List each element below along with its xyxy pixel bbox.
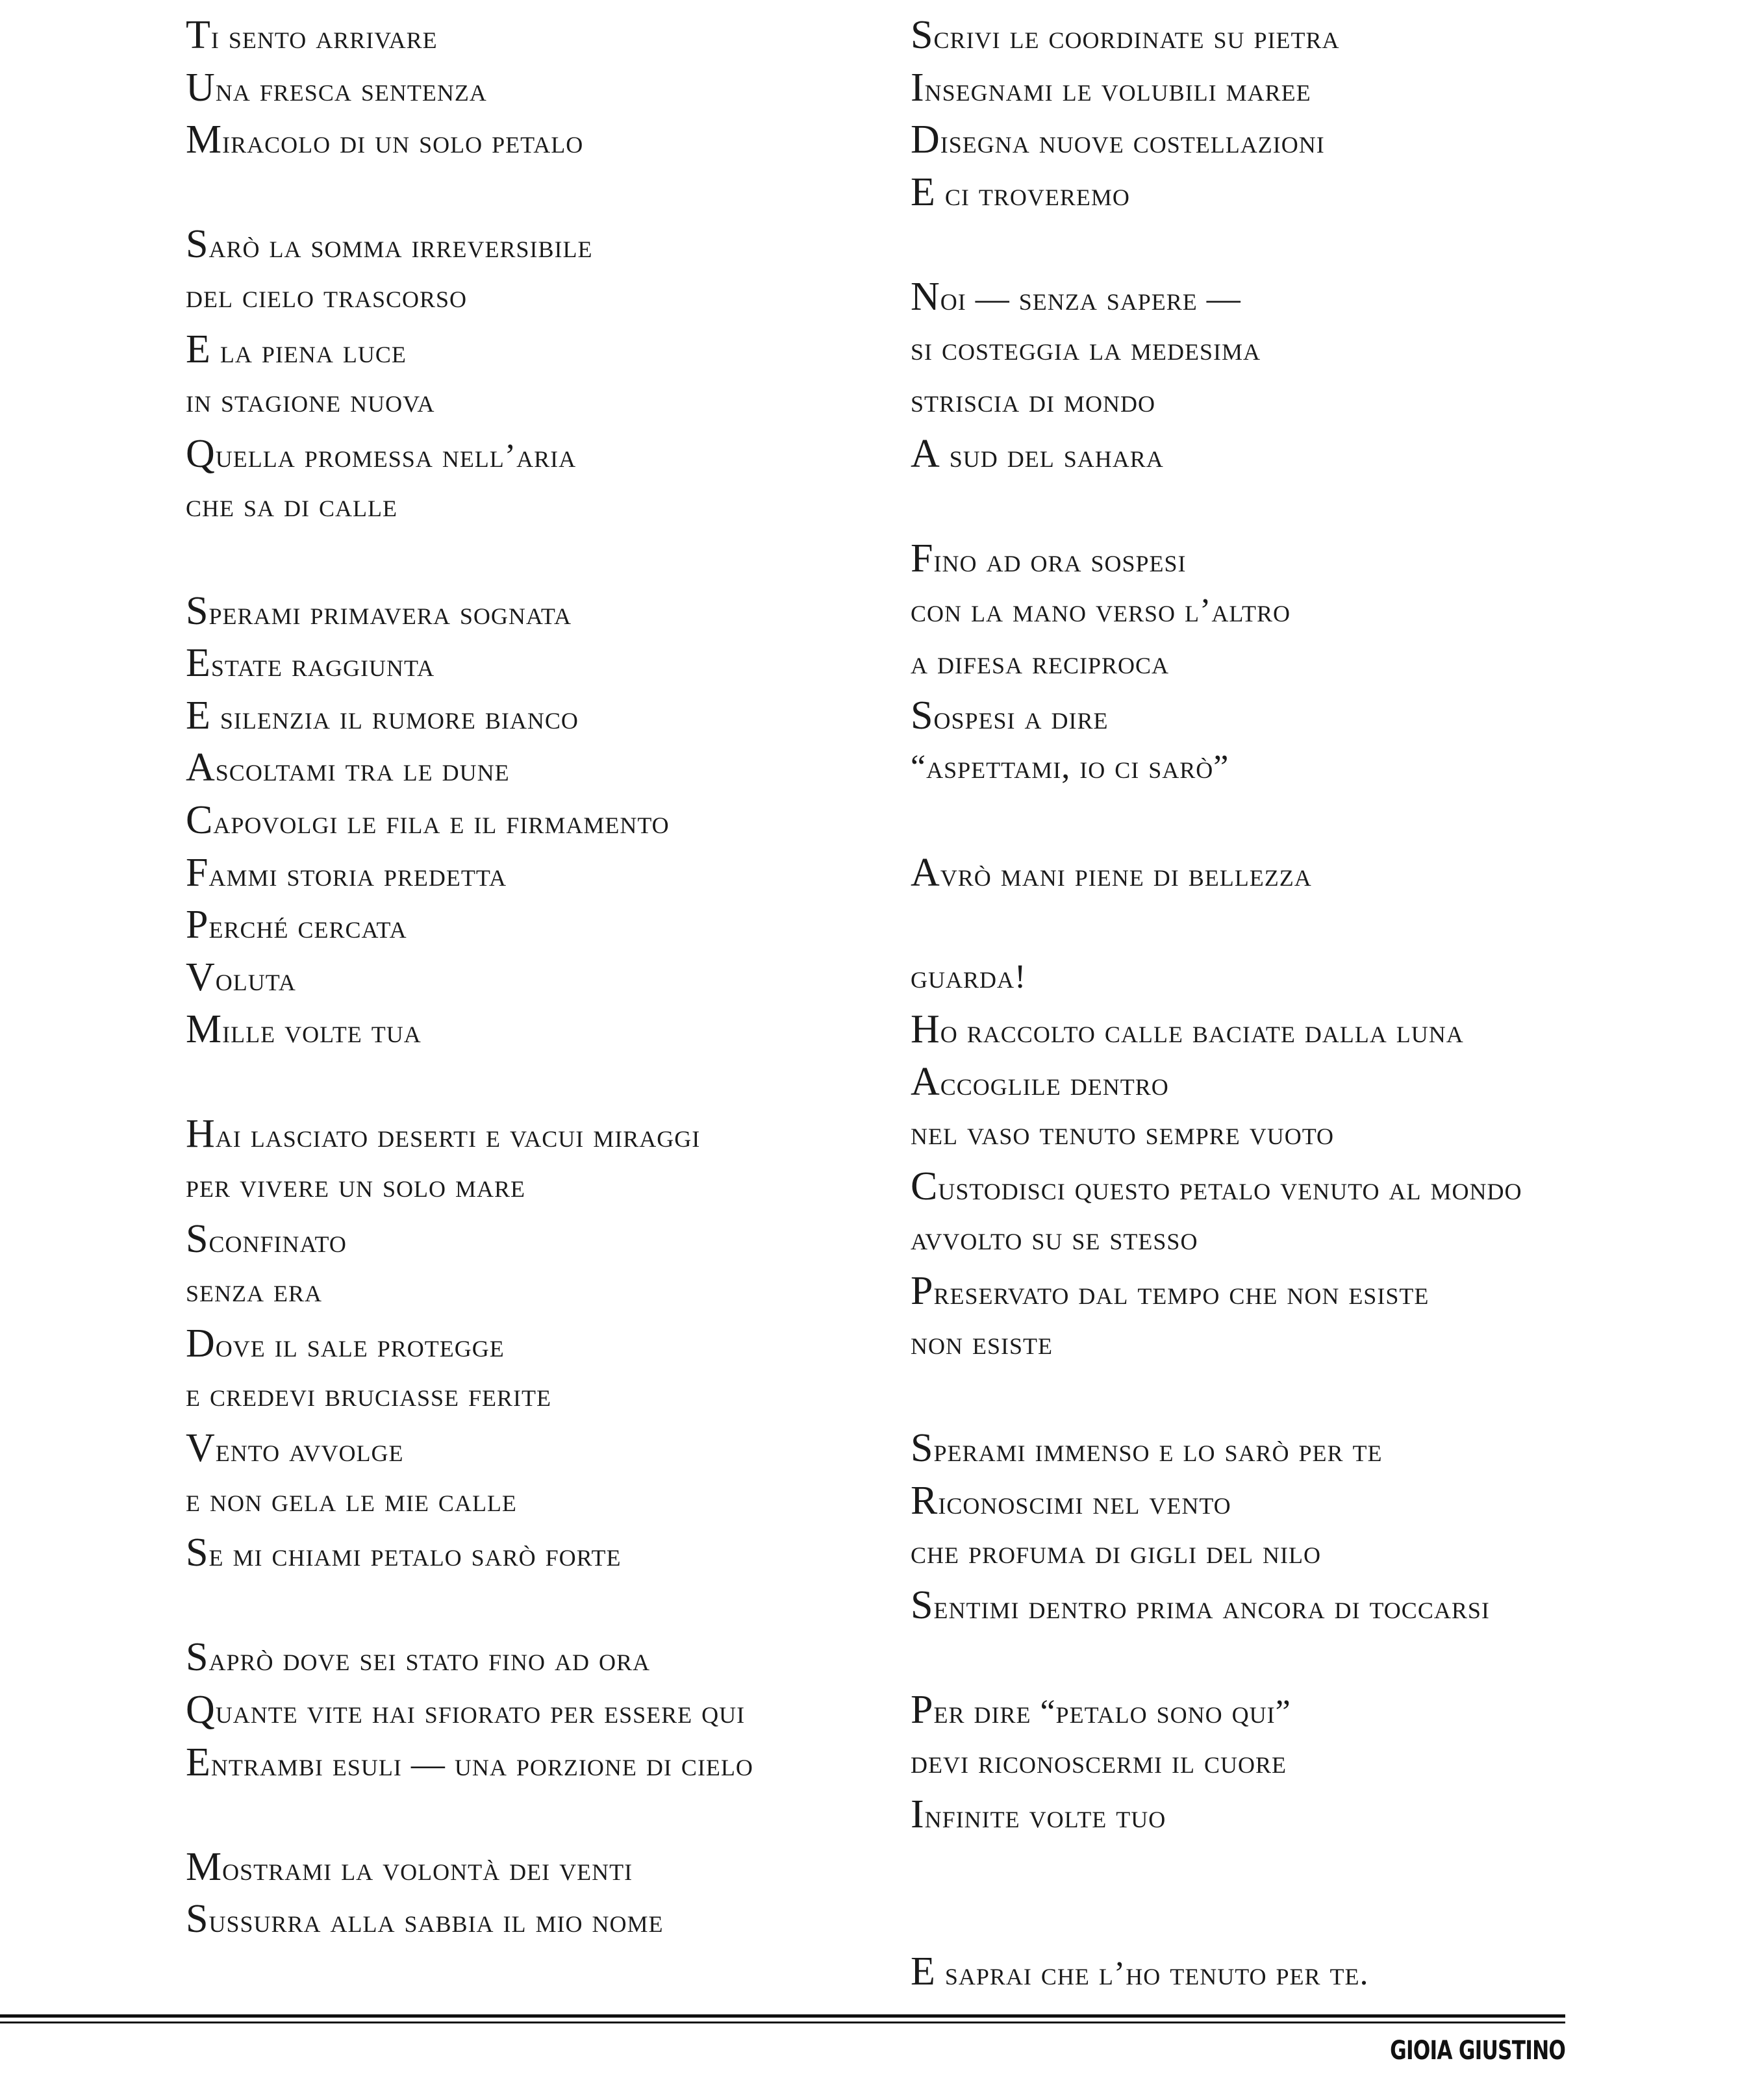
footer-rule: [0, 2014, 1565, 2018]
poem-line: si costeggia la medesima: [911, 330, 1261, 368]
poem-line: Avrò mani piene di bellezza: [911, 850, 1312, 895]
poem-left-column: [186, 9, 887, 1946]
poem-line: Miracolo di un solo petalo: [186, 118, 584, 162]
poem-line: Preservato dal tempo che non esiste: [911, 1269, 1430, 1314]
stanza-break: [186, 166, 887, 219]
poem-line: Perché cercata: [186, 903, 407, 947]
poem-right-column: [911, 9, 1657, 1998]
poem-line: Se mi chiami petalo sarò forte: [186, 1531, 622, 1575]
poem-line: Per dire “petalo sono qui”: [911, 1688, 1291, 1732]
stanza-break: [911, 899, 1657, 951]
poem-line: E ci troveremo: [911, 169, 1130, 214]
poem-line: Sconfinato: [186, 1216, 347, 1261]
poem-line: Sperami immenso e lo sarò per te: [911, 1426, 1383, 1471]
poem-line: avvolto su se stesso: [911, 1220, 1198, 1257]
stanza-break: [186, 532, 887, 585]
footer-rule-thin: [0, 2022, 1565, 2023]
stanza-break: [911, 1370, 1657, 1422]
stanza-break: [186, 1579, 887, 1632]
stanza-break: [911, 218, 1657, 271]
poem-line: non esiste: [911, 1324, 1053, 1362]
poem-line: Sentimi dentro prima ancora di toccarsi: [911, 1583, 1490, 1627]
poem-line: a difesa reciproca: [911, 644, 1170, 682]
poem-line: Entrambi esuli — una porzione di cielo: [186, 1740, 753, 1784]
poem-line: con la mano verso l’altro: [911, 592, 1291, 629]
poem-line: E silenzia il rumore bianco: [186, 693, 579, 738]
poem-line: Mille volte tua: [186, 1007, 422, 1052]
poem-line: Riconoscimi nel vento: [911, 1478, 1231, 1523]
stanza-break: [911, 794, 1657, 847]
stanza-break: [911, 480, 1657, 532]
poem-line: per vivere un solo mare: [186, 1168, 526, 1205]
poem-line: Capovolgi le fila e il firmamento: [186, 797, 670, 842]
poem-line: che sa di calle: [186, 487, 397, 525]
poem-line: E saprai che l’ho tenuto per te.: [911, 1949, 1369, 1994]
stanza-break: [911, 1631, 1657, 1684]
poem-line: Dove il sale protegge: [186, 1321, 505, 1366]
poem-line: Sospesi a dire: [911, 693, 1109, 738]
poem-line: Vento avvolge: [186, 1426, 404, 1471]
poem-line: Ti sento arrivare: [186, 13, 438, 57]
poem-line: senza era: [186, 1272, 322, 1310]
poem-line: Una fresca sentenza: [186, 65, 487, 110]
stanza-break: [911, 1893, 1657, 1946]
poem-line: Disegna nuove costellazioni: [911, 118, 1325, 162]
poem-line: del cielo trascorso: [186, 277, 468, 315]
poem-line: Sarò la somma irreversibile: [186, 222, 593, 267]
poem-line: Hai lasciato deserti e vacui miraggi: [186, 1112, 701, 1157]
poem-line: E la piena luce: [186, 327, 407, 371]
poem-line: Insegnami le volubili maree: [911, 65, 1311, 110]
poem-line: che profuma di gigli del nilo: [911, 1534, 1321, 1571]
poem-line: Voluta: [186, 955, 296, 999]
poem-line: guarda!: [911, 958, 1027, 995]
poem-line: Noi — senza sapere —: [911, 274, 1241, 319]
poem-line: Quella promessa nell’aria: [186, 431, 577, 476]
poem-line: Fammi storia predetta: [186, 850, 507, 895]
poem-line: devi riconoscermi il cuore: [911, 1743, 1287, 1781]
poem-line: Saprò dove sei stato fino ad ora: [186, 1635, 650, 1680]
poem-line: A sud del sahara: [911, 431, 1164, 476]
poem-line: Ho raccolto calle baciate dalla luna: [911, 1007, 1464, 1052]
poem-line: Quante vite hai sfiorato per essere qui: [186, 1688, 746, 1732]
poem-line: Sussurra alla sabbia il mio nome: [186, 1897, 664, 1942]
poem-line: e credevi bruciasse ferite: [186, 1377, 552, 1414]
poem-line: Accoglile dentro: [911, 1059, 1169, 1104]
stanza-break: [186, 1788, 887, 1841]
poem-line: in stagione nuova: [186, 382, 435, 420]
poem-line: Infinite volte tuo: [911, 1792, 1166, 1837]
poem-line: Fino ad ora sospesi: [911, 536, 1187, 581]
poem-line: Estate raggiunta: [186, 641, 435, 686]
poem-line: nel vaso tenuto sempre vuoto: [911, 1115, 1335, 1153]
poem-line: Scrivi le coordinate su pietra: [911, 13, 1340, 57]
poem-line: e non gela le mie calle: [186, 1481, 517, 1519]
poem-line: “aspettami, io ci sarò”: [911, 749, 1229, 786]
poem-line: Ascoltami tra le dune: [186, 745, 510, 790]
poem-line: Custodisci questo petalo venuto al mondo: [911, 1164, 1522, 1209]
stanza-break: [911, 1841, 1657, 1894]
author-name: GIOIA GIUSTINO: [1390, 2036, 1565, 2066]
poem-line: Mostrami la volontà dei venti: [186, 1844, 633, 1889]
poem-line: striscia di mondo: [911, 382, 1156, 420]
poem-line: Sperami primavera sognata: [186, 588, 572, 633]
stanza-break: [186, 1056, 887, 1108]
